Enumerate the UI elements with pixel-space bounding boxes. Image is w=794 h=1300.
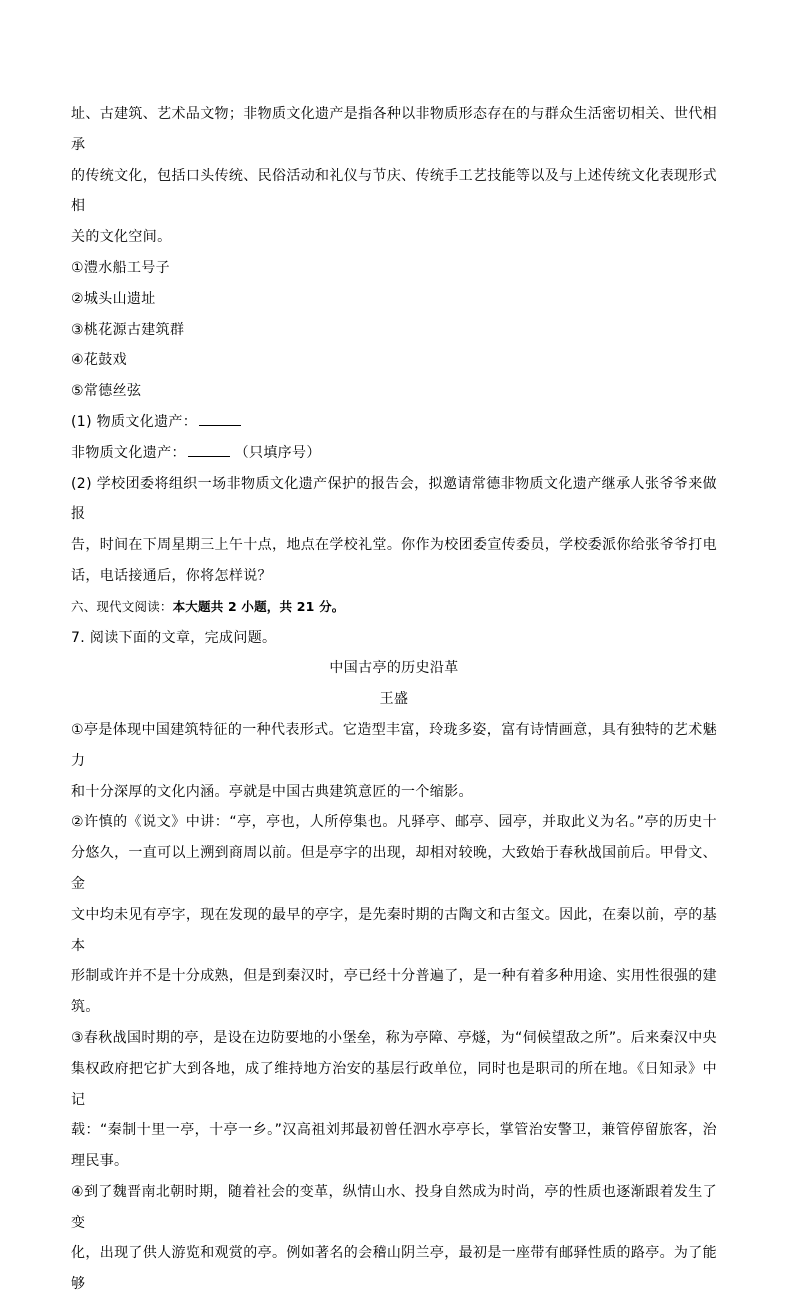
article-author: 王盛 xyxy=(379,691,409,708)
paragraph-line: ②许慎的《说文》中讲：“亭，亭也，人所停集也。凡驿亭、邮亭、园亭，并取此义为名。”亭的历史十 xyxy=(71,814,717,831)
question-1-material xyxy=(71,407,717,438)
question-1-nonmaterial xyxy=(71,438,717,469)
paragraph-line: 和十分深厚的文化内涵。亭就是中国古典建筑意匠的一个缩影。 xyxy=(71,783,473,800)
section-6-prefix: 六、现代文阅读： xyxy=(71,598,173,614)
question-1-material-label: (1) 物质文化遗产： xyxy=(71,413,198,430)
paragraph-line: 筑。 xyxy=(71,999,100,1016)
option-item: ①澧水船工号子 xyxy=(71,259,171,276)
question-2-line: 告，时间在下周星期三上午十点，地点在学校礼堂。你作为校团委宣传委员，学校委派你给张爷爷打电 xyxy=(71,537,717,554)
article-paragraph-2 xyxy=(71,807,717,1023)
paragraph-line: ④到了魏晋南北朝时期，随着社会的变革，纵情山水、投身自然成为时尚，亭的性质也逐渐跟着发生了变 xyxy=(71,1183,717,1231)
article-paragraph-3 xyxy=(71,1023,717,1177)
question-1-hint: （只填序号） xyxy=(234,444,321,461)
intro-line: 址、古建筑、艺术品文物；非物质文化遗产是指各种以非物质形态存在的与群众生活密切相关、世代相承 xyxy=(71,106,717,153)
intro-line: 的传统文化，包括口头传统、民俗活动和礼仪与节庆、传统手工艺技能等以及与上述传统文化表现形式相 xyxy=(71,167,717,215)
paragraph-line: 文中均未见有亭字，现在发现的最早的亭字，是先秦时期的古陶文和古玺文。因此，在秦以前，亭的基本 xyxy=(71,906,717,954)
article-paragraph-1 xyxy=(71,715,717,807)
article-paragraph-4 xyxy=(71,1177,717,1300)
intro-line: 关的文化空间。 xyxy=(71,229,172,246)
question-2-line: (2) 学校团委将组织一场非物质文化遗产保护的报告会，拟邀请常德非物质文化遗产继承人张爷爷来做报 xyxy=(71,475,717,523)
option-item: ②城头山遗址 xyxy=(71,290,156,307)
paragraph-line: 形制或许并不是十分成熟，但是到秦汉时，亭已经十分普遍了，是一种有着多种用途、实用性很强的建 xyxy=(71,968,717,985)
article-title: 中国古亭的历史沿革 xyxy=(329,660,459,677)
section-6-info: 本大题共 2 小题，共 21 分。 xyxy=(172,598,345,614)
question-2-line: 话，电话接通后，你将怎样说？ xyxy=(71,567,272,584)
document-content xyxy=(71,99,717,1300)
paragraph-line: 集权政府把它扩大到各地，成了维持地方治安的基层行政单位，同时也是职司的所在地。《日知录》中记 xyxy=(71,1060,717,1108)
question-7-prompt: 7. 阅读下面的文章，完成问题。 xyxy=(71,629,277,646)
paragraph-line: 理民事。 xyxy=(71,1153,129,1170)
option-item: ③桃花源古建筑群 xyxy=(71,321,185,338)
paragraph-line: ③春秋战国时期的亭，是设在边防要地的小堡垒，称为亭障、亭燧，为“伺候望敌之所”。后来秦汉中央 xyxy=(71,1029,717,1046)
answer-blank-material[interactable] xyxy=(199,411,241,426)
paragraph-line: 分悠久，一直可以上溯到商周以前。但是亭字的出现，却相对较晚，大致始于春秋战国前后。甲骨文、金 xyxy=(71,845,717,892)
section-6-heading xyxy=(71,592,717,623)
option-item: ⑤常德丝弦 xyxy=(71,383,142,400)
paragraph-line: ①亭是体现中国建筑特征的一种代表形式。它造型丰富，玲珑多姿，富有诗情画意，具有独特的艺术魅力 xyxy=(71,721,717,769)
paragraph-line: 载：“秦制十里一亭，十亭一乡。”汉高祖刘邦最初曾任泗水亭亭长，掌管治安警卫，兼管停留旅客，治 xyxy=(71,1122,717,1139)
question-1-nonmaterial-label: 非物质文化遗产： xyxy=(71,444,186,461)
option-item: ④花鼓戏 xyxy=(71,352,127,369)
paragraph-line: 化，出现了供人游览和观赏的亭。例如著名的会稽山阴兰亭，最初是一座带有邮驿性质的路亭。为了能够 xyxy=(71,1245,717,1293)
answer-blank-nonmaterial[interactable] xyxy=(188,442,230,457)
